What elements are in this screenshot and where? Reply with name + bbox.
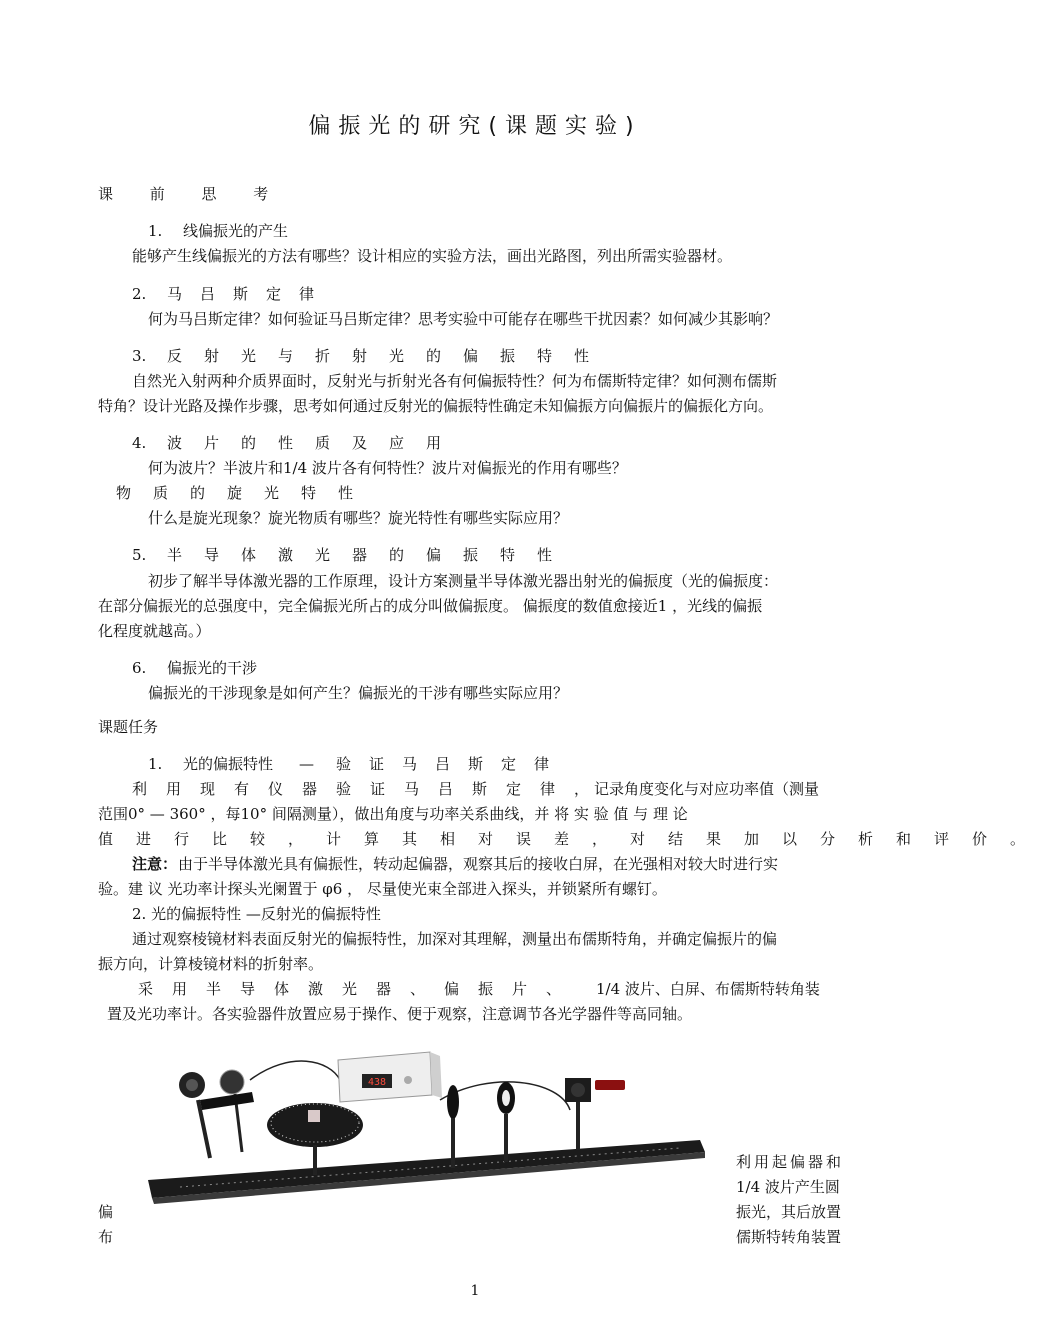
section-heading-pre-class: 课 前 思 考 <box>98 185 285 203</box>
polarizer-left <box>179 1070 254 1158</box>
q1-heading: 线偏振光的产生 <box>183 222 289 240</box>
q5-heading: 半导体激光器的偏振特性 <box>167 546 575 564</box>
q5-number: 5. <box>132 546 147 564</box>
q3-heading: 反射光与折射光的偏振特性 <box>167 347 612 365</box>
t1-line1-a: 利用现有仪器验证马吕斯定律， <box>132 780 609 798</box>
t1-line2: 范围0° — 360° ，每10° 间隔测量），做出角度与功率关系曲线，并 将 实 验 值 与 理 论 <box>98 805 688 823</box>
side-text-right-4: 儒斯特转角装置 <box>736 1228 842 1246</box>
t1-note-label: 注意： <box>132 855 178 873</box>
section-heading-tasks: 课题任务 <box>98 718 159 736</box>
side-text-left-2: 布 <box>98 1228 114 1246</box>
t2-line1: 通过观察棱镜材料表面反射光的偏振特性，加深对其理解，测量出布儒斯特角，并确定偏振片的偏 <box>132 930 778 948</box>
side-text-right-2: 1/4 波片产生圆 <box>736 1178 840 1196</box>
q5-line3: 化程度就越高。） <box>98 622 211 640</box>
t1-line3: 值进行比较，计算其相对误差，对结果加以分析和评价。 <box>98 830 1048 848</box>
t1-number: 1. <box>148 755 163 773</box>
q6-heading: 偏振光的干涉 <box>167 659 258 677</box>
q1-number: 1. <box>148 222 163 240</box>
t1-heading-a: 光的偏振特性 <box>183 755 274 773</box>
t1-line1-b: 记录角度变化与对应功率值（测量 <box>594 780 820 798</box>
power-meter-reading: 438 <box>367 1077 387 1088</box>
side-text-right-1: 利用起偏器和 <box>736 1153 845 1171</box>
t1-dash: — <box>299 755 314 773</box>
q2-number: 2. <box>132 285 147 303</box>
t2-line3-a: 采用半导体激光器、偏振片、 <box>138 980 581 998</box>
q2-heading: 马吕斯定律 <box>167 285 333 303</box>
q1-text: 能够产生线偏振光的方法有哪些？设计相应的实验方法，画出光路图，列出所需实验器材。 <box>132 247 733 265</box>
q4-text: 何为波片？半波片和1/4 波片各有何特性？波片对偏振光的作用有哪些？ <box>148 459 627 477</box>
t1-note-text: 由于半导体激光具有偏振性，转动起偏器，观察其后的接收白屏，在光强相对较大时进行实 <box>178 855 779 873</box>
t2-line3-b: 1/4 波片、白屏、布儒斯特转角装 <box>596 980 820 998</box>
semiconductor-laser <box>565 1078 625 1150</box>
q5-line1: 初步了解半导体激光器的工作原理，设计方案测量半导体激光器出射光的偏振度（光的偏振度： <box>148 572 779 590</box>
lens-holder-1 <box>447 1085 459 1168</box>
q5-line2: 在部分偏振光的总强度中，完全偏振光所占的成分叫做偏振度。 偏振度的数值愈接近1 ，光线的偏振 <box>98 597 763 615</box>
q4-sub-heading: 物质的旋光特性 <box>116 484 376 502</box>
side-text-left-1: 偏 <box>98 1203 114 1221</box>
brewster-rotation-stage <box>267 1103 363 1175</box>
q4-number: 4. <box>132 434 147 452</box>
q3-number: 3. <box>132 347 147 365</box>
optical-rail <box>148 1140 705 1198</box>
q2-text: 何为马吕斯定律？如何验证马吕斯定律？思考实验中可能存在哪些干扰因素？如何减少其影响？ <box>148 310 779 328</box>
q3-line1: 自然光入射两种介质界面时，反射光与折射光各有何偏振特性？何为布儒斯特定律？如何测布儒斯 <box>132 372 778 390</box>
t1-note-line2: 验。建 议 光功率计探头光阑置于 φ6 ， 尽量使光束全部进入探头，并锁紧所有螺钉。 <box>98 880 667 898</box>
t2-line2: 振方向，计算棱镜材料的折射率。 <box>98 955 324 973</box>
q3-line2: 特角？设计光路及操作步骤，思考如何通过反射光的偏振特性确定未知偏振方向偏振片的偏振化方向。 <box>98 397 774 415</box>
page-number: 1 <box>470 1283 480 1299</box>
apparatus-photo <box>140 1040 720 1220</box>
q4-heading: 波片的性质及应用 <box>167 434 464 452</box>
t2-heading: 2. 光的偏振特性 —反射光的偏振特性 <box>132 905 381 923</box>
page-title: 偏振光的研究(课题实验) <box>308 114 642 139</box>
q4-sub-text: 什么是旋光现象？旋光物质有哪些？旋光特性有哪些实际应用？ <box>148 509 569 527</box>
side-text-right-3: 振光，其后放置 <box>736 1203 842 1221</box>
q6-number: 6. <box>132 659 147 677</box>
power-meter <box>338 1052 442 1102</box>
q6-text: 偏振光的干涉现象是如何产生？偏振光的干涉有哪些实际应用？ <box>148 684 569 702</box>
t1-heading-b: 验证马吕斯定律 <box>336 755 568 773</box>
t2-line4: 置及光功率计。各实验器件放置应易于操作、便于观察，注意调节各光学器件等高同轴。 <box>107 1005 693 1023</box>
lens-holder-2 <box>497 1082 515 1162</box>
